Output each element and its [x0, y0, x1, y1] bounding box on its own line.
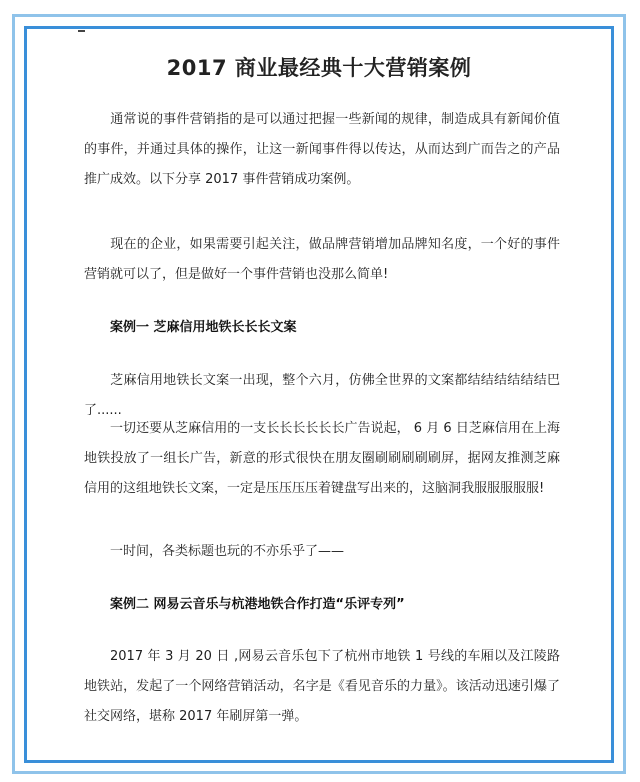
paragraph-case2-detail — [84, 642, 560, 732]
paragraph-case1-reaction-text: 一时间，各类标题也玩的不亦乐乎了—— — [110, 544, 345, 559]
paragraph-case2-detail-text: 2017 年 3 月 20 日 ,网易云音乐包下了杭州市地铁 1 号线的车厢以及江陵路地铁站，发起了一个网络营销活动，名字是《看见音乐的力量》。该活动迅速引爆了社交网络，堪称 2017 年刷屏第一弹。 — [84, 649, 560, 724]
paragraph-case1-reaction — [84, 537, 560, 567]
paragraph-context — [84, 230, 560, 290]
paragraph-intro — [84, 105, 560, 195]
paragraph-case1-detail-text: 一切还要从芝麻信用的一支长长长长长长广告说起， 6 月 6 日芝麻信用在上海地铁投放了一组长广告，新意的形式很快在朋友圈刷刷刷刷刷屏，据网友推测芝麻信用的这组地铁长文案，一定是压压压压着键盘写出来的，这脑洞我服服服服服! — [84, 421, 560, 496]
paragraph-context-text: 现在的企业，如果需要引起关注，做品牌营销增加品牌知名度，一个好的事件营销就可以了，但是做好一个事件营销也没那么简单! — [84, 237, 560, 282]
paragraph-case1-intro-text: 芝麻信用地铁长文案一出现，整个六月，仿佛全世界的文案都结结结结结结巴了...... — [84, 373, 560, 418]
corner-mark — [78, 30, 85, 32]
paragraph-case1-detail — [84, 414, 560, 504]
case-heading-1: 案例一 芝麻信用地铁长长长文案 — [110, 320, 297, 335]
paragraph-intro-text: 通常说的事件营销指的是可以通过把握一些新闻的规律，制造成具有新闻价值的事件，并通过具体的操作，让这一新闻事件得以传达，从而达到广而告之的产品推广成效。以下分享 2017 事件营销成功案例。 — [84, 112, 560, 187]
document-title: 2017 商业最经典十大营销案例 — [166, 56, 472, 80]
case-heading-2: 案例二 网易云音乐与杭港地铁合作打造“乐评专列” — [110, 597, 405, 612]
